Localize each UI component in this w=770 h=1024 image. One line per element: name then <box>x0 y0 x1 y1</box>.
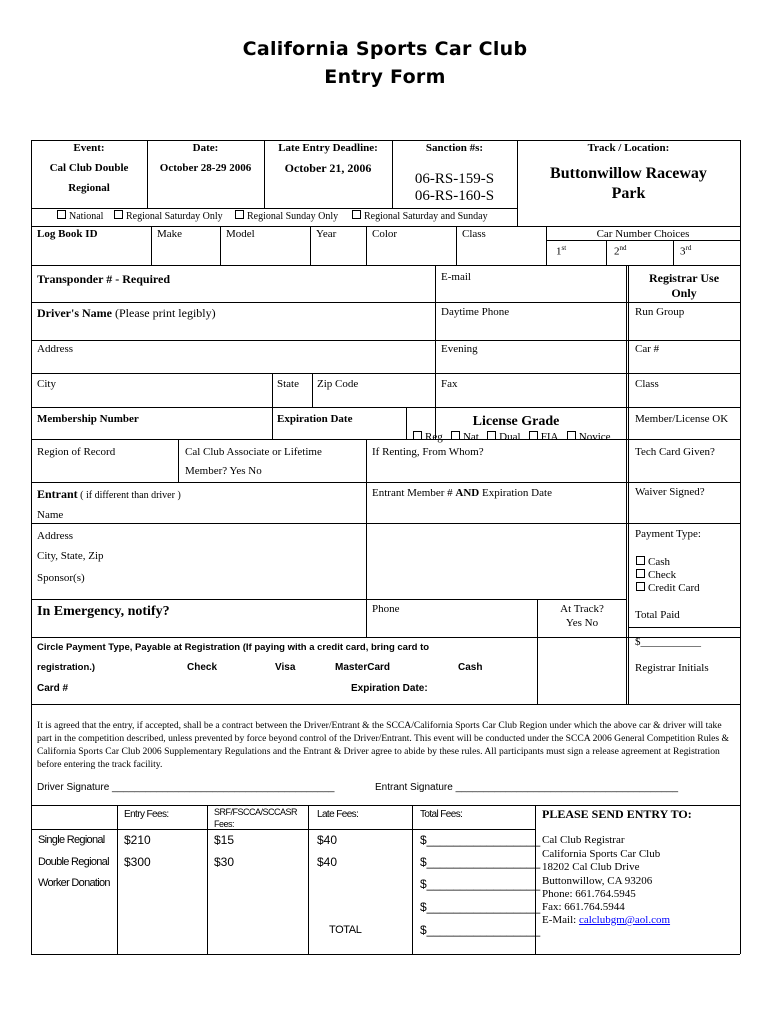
event-value-line2: Regional <box>68 182 110 194</box>
license-grade-options <box>413 431 611 444</box>
car-number-choice-2[interactable]: 2nd <box>614 244 627 258</box>
membership-expiration-field[interactable]: Expiration Date <box>277 413 353 425</box>
entrant-member-field[interactable]: Entrant Member # AND Expiration Date <box>372 487 552 499</box>
srf-fees-header-line1: SRF/FSCCA/SCCASR <box>214 807 298 817</box>
date-label: Date: <box>192 142 219 154</box>
pay-type-cash[interactable]: Cash <box>636 556 670 569</box>
checkbox[interactable] <box>57 210 66 219</box>
address-line: Buttonwillow, CA 93206 <box>542 875 653 887</box>
city-field[interactable]: City <box>37 378 56 390</box>
checkbox[interactable] <box>352 210 361 219</box>
color-field[interactable]: Color <box>372 228 398 240</box>
fee-total-field[interactable]: $_________________ <box>420 855 541 869</box>
fee-srf-value: $15 <box>214 833 235 847</box>
address-line: California Sports Car Club <box>542 848 661 860</box>
driver-name-field[interactable]: Driver's Name (Please print legibly) <box>37 306 216 320</box>
grade-dual[interactable]: Dual <box>487 431 520 443</box>
send-entry-title: PLEASE SEND ENTRY TO: <box>542 807 692 821</box>
registrar-class-field[interactable]: Class <box>635 378 659 390</box>
membership-number-field[interactable]: Membership Number <box>37 413 139 425</box>
pay-type-check[interactable]: Check <box>636 569 676 582</box>
total-paid-label: Total Paid <box>635 609 680 621</box>
late-deadline-label: Late Entry Deadline: <box>278 142 378 154</box>
registrar-title-line1: Registrar Use <box>648 271 720 285</box>
entrant-signature-line[interactable]: Entrant Signature ________________________________________ <box>375 782 679 793</box>
date-value: October 28-29 2006 <box>159 162 252 174</box>
at-track-yes-no[interactable]: Yes No <box>565 617 599 629</box>
run-group-field[interactable]: Run Group <box>635 306 685 318</box>
model-field[interactable]: Model <box>226 228 255 240</box>
state-field[interactable]: State <box>277 378 299 390</box>
option-regional-saturday[interactable]: Regional Saturday Only <box>114 210 223 223</box>
entrant-city-state-zip-field[interactable]: City, State, Zip <box>37 550 104 562</box>
payment-cash[interactable]: Cash <box>458 662 483 673</box>
entrant-name-field[interactable]: Name <box>37 509 64 521</box>
event-value-line1: Cal Club Double <box>49 162 129 174</box>
year-field[interactable]: Year <box>316 228 337 240</box>
waiver-signed-field[interactable]: Waiver Signed? <box>635 486 705 498</box>
tech-card-field[interactable]: Tech Card Given? <box>635 446 715 458</box>
form-title: California Sports Car Club <box>242 38 528 60</box>
entrant-address-field[interactable]: Address <box>37 530 74 542</box>
entry-fees-header: Entry Fees: <box>124 809 169 820</box>
fee-entry-value: $300 <box>124 855 151 869</box>
grade-nat[interactable]: Nat <box>451 431 479 443</box>
daytime-phone-field[interactable]: Daytime Phone <box>441 306 510 318</box>
zip-field[interactable]: Zip Code <box>317 378 359 390</box>
address-field[interactable]: Address <box>37 343 74 355</box>
track-label: Track / Location: <box>587 142 670 154</box>
member-license-ok-field[interactable]: Member/License OK <box>635 413 729 425</box>
emergency-phone-field[interactable]: Phone <box>372 603 400 615</box>
car-number-field[interactable]: Car # <box>635 343 660 355</box>
total-paid-amount-field[interactable]: $___________ <box>635 636 701 648</box>
make-field[interactable]: Make <box>157 228 183 240</box>
entrant-title: Entrant ( if different than driver ) <box>37 487 181 501</box>
fee-late-value: $40 <box>317 855 338 869</box>
driver-signature-line[interactable]: Driver Signature ________________________________________ <box>37 782 335 793</box>
email-link[interactable]: calclubgm@aol.com <box>578 914 671 926</box>
at-track-label: At Track? <box>560 603 604 615</box>
srf-fees-header-line2: Fees: <box>214 819 235 829</box>
track-value-line1: Buttonwillow Raceway <box>550 165 707 182</box>
region-of-record-field[interactable]: Region of Record <box>37 446 116 458</box>
car-number-choice-1[interactable]: 1st <box>556 244 567 258</box>
form-subtitle: Entry Form <box>324 66 446 88</box>
fee-row-label: Double Regional <box>38 856 109 868</box>
payment-visa[interactable]: Visa <box>275 662 296 673</box>
late-deadline-value: October 21, 2006 <box>284 161 372 175</box>
checkbox[interactable] <box>114 210 123 219</box>
associate-yes-no[interactable]: Member? Yes No <box>185 465 262 477</box>
phone-line: Phone: 661.764.5945 <box>542 888 636 900</box>
logbook-field[interactable]: Log Book ID <box>37 228 98 240</box>
evening-phone-field[interactable]: Evening <box>441 343 478 355</box>
fee-srf-value: $30 <box>214 855 235 869</box>
late-fees-header: Late Fees: <box>317 809 359 820</box>
grade-fia[interactable]: FIA <box>529 431 559 443</box>
license-grade-label: License Grade <box>472 414 560 429</box>
transponder-field[interactable]: Transponder # - Required <box>37 272 171 286</box>
option-regional-sunday[interactable]: Regional Sunday Only <box>235 210 338 223</box>
payment-type-label: Payment Type: <box>635 528 701 540</box>
sanction-number-1: 06-RS-159-S <box>414 171 495 187</box>
checkbox[interactable] <box>235 210 244 219</box>
fee-total-field[interactable]: $_________________ <box>420 877 541 891</box>
grade-reg[interactable]: Reg <box>413 431 443 443</box>
email-field[interactable]: E-mail <box>441 271 471 283</box>
agreement-text: It is agreed that the entry, if accepted, shall be a contract between the Driver/Entrant & the SCCA/California Sports Car Club Region under which the above car & driver will take part in the competition described, unless prevented by force beyond control of the Driver/Entrant. This event will be conducted under the SCCA 2006 General Competition Rules & California Sports Car Club 2006 Supplementary Regulations and the Entrant & Driver agree to abide by these rules. All participants must sign a release agreement at Registration before entering the track facility. <box>37 720 730 770</box>
card-number-field[interactable]: Card # <box>37 683 69 694</box>
email-line: E-Mail: calclubgm@aol.com <box>542 914 671 926</box>
grand-total-label: TOTAL <box>329 924 362 936</box>
associate-label-line1: Cal Club Associate or Lifetime <box>185 446 322 458</box>
payment-check[interactable]: Check <box>187 662 218 673</box>
option-national[interactable]: National <box>57 210 103 223</box>
sanction-number-2: 06-RS-160-S <box>414 188 495 204</box>
pay-type-credit-card[interactable]: Credit Card <box>636 582 700 595</box>
payment-mastercard[interactable]: MasterCard <box>335 662 391 673</box>
fee-entry-value: $210 <box>124 833 151 847</box>
address-line: 18202 Cal Club Drive <box>542 861 640 873</box>
event-label: Event: <box>73 142 105 154</box>
car-number-choice-3[interactable]: 3rd <box>680 244 692 258</box>
address-line: Cal Club Registrar <box>542 834 625 846</box>
emergency-title[interactable]: In Emergency, notify? <box>37 604 170 619</box>
sanction-label: Sanction #s: <box>425 142 484 154</box>
fax-line: Fax: 661.764.5944 <box>542 901 625 913</box>
card-expiration-field[interactable]: Expiration Date: <box>351 683 428 694</box>
grade-novice[interactable]: Novice <box>567 431 611 443</box>
fee-total-field[interactable]: $_________________ <box>420 833 541 847</box>
renting-field[interactable]: If Renting, From Whom? <box>372 446 484 458</box>
payment-instructions-line2: registration.) <box>37 662 96 673</box>
option-regional-both[interactable]: Regional Saturday and Sunday <box>352 210 488 223</box>
payment-instructions-line1: Circle Payment Type, Payable at Registration (If paying with a credit card, bring card to <box>37 642 430 653</box>
fee-row-label: Single Regional <box>38 834 105 846</box>
fax-field[interactable]: Fax <box>441 378 458 390</box>
fee-extra-total-field[interactable]: $_________________ <box>420 900 541 914</box>
fee-late-value: $40 <box>317 833 338 847</box>
registrar-initials-field[interactable]: Registrar Initials <box>635 662 709 674</box>
track-value-line2: Park <box>611 185 646 202</box>
class-field[interactable]: Class <box>462 228 486 240</box>
sponsor-field[interactable]: Sponsor(s) <box>37 572 85 584</box>
total-fees-header: Total Fees: <box>420 809 463 820</box>
fee-row-label: Worker Donation <box>38 877 110 889</box>
grand-total-field[interactable]: $_________________ <box>420 923 541 937</box>
car-number-choices-label: Car Number Choices <box>596 228 690 240</box>
registrar-title-line2: Only <box>671 286 697 300</box>
